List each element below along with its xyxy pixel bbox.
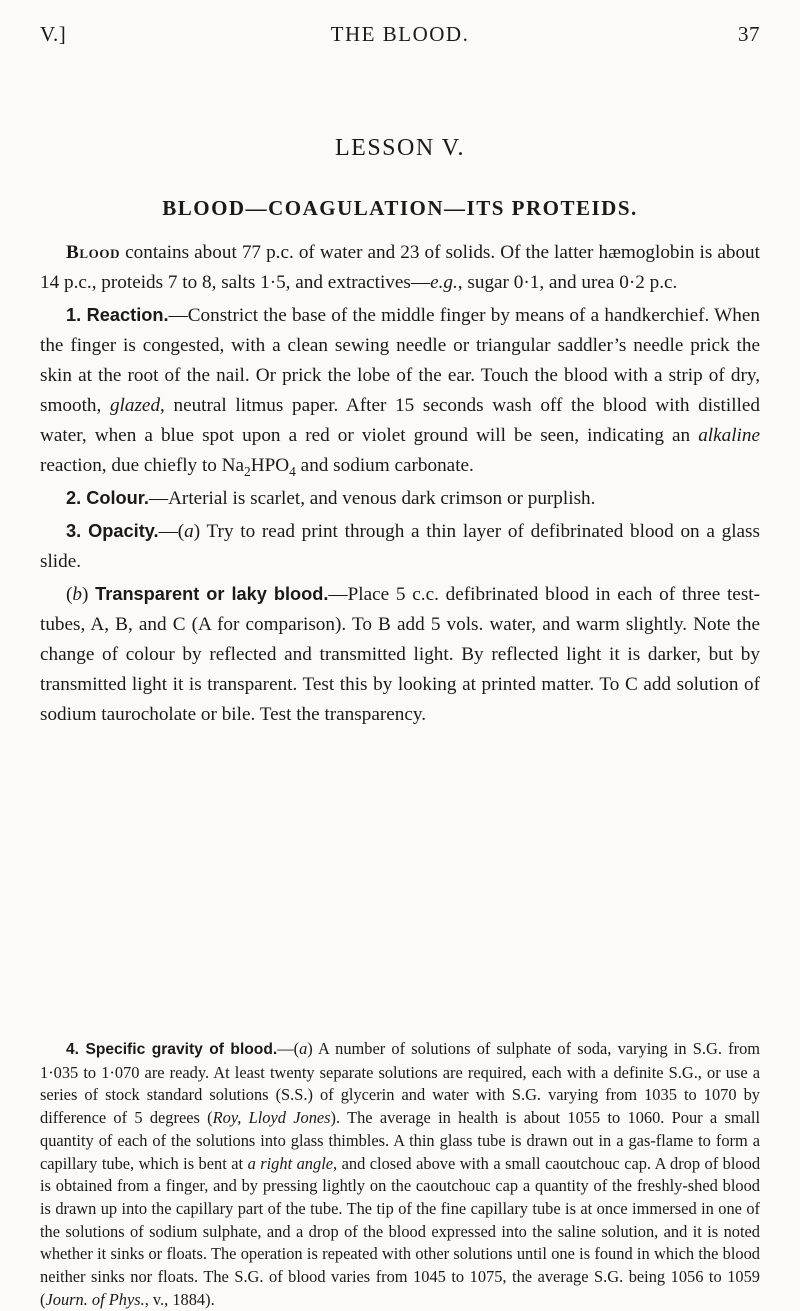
intro-lead-word: Blood: [66, 242, 121, 263]
chapter-heading: BLOOD—COAGULATION—ITS PROTEIDS.: [162, 196, 638, 220]
reaction-number: 1.: [66, 305, 87, 325]
section-marker: V.]: [40, 22, 67, 46]
reaction-paragraph: 1. Reaction.—Constrict the base of the middle finger by means of a handkerchief. When the finger is congested, with a clean sewing needle or triangular saddler’s needle prick the skin at the root of the nail. Or prick the lobe of the ear. Touch the blood with a strip of dry, smooth, glazed, neutral litmus paper. After 15 seconds wash off the blood with distilled water, when a blue spot upon a red or violet ground will be seen, indicating an alkaline reaction, due chiefly to $Na_2HPO_4$ and sodium carbonate.: [40, 305, 760, 479]
colour-heading: Colour.: [86, 488, 149, 508]
opacity-paragraph: 3. Opacity.—(a) Try to read print through a thin layer of defibrinated blood on a glass slide.: [40, 521, 760, 572]
reference-journ-of-phys: Journ. of Phys.: [45, 1289, 145, 1309]
running-header: [40, 22, 760, 56]
running-title: THE BLOOD.: [330, 22, 470, 46]
main-text: [40, 238, 760, 730]
colour-number: 2.: [66, 488, 87, 508]
opacity-number: 3.: [66, 521, 89, 541]
reference-roy-lloyd-jones: Roy, Lloyd Jones: [212, 1108, 331, 1128]
opacity-heading: Opacity.: [88, 521, 159, 541]
colour-paragraph: 2. Colour.—Arterial is scarlet, and venous dark crimson or purplish.: [66, 488, 596, 509]
specific-gravity-paragraph: 4. Specific gravity of blood.—(a) A number of solutions of sulphate of soda, varying in S.G. from 1·035 to 1·070 are ready. At least twenty separate solutions are required, each with a definite S.G., or use a series of stock standard solutions (S.S.) of glycerin and water with S.G. varying from 1035 to 1070 by difference of 5 degrees (Roy, Lloyd Jones). The average in health is about 1055 to 1060. Pour a small quantity of each of the solutions into glass thimbles. A thin glass tube is drawn out in a gas-flame to form a capillary tube, which is bent at a right angle, and closed above with a small caoutchouc cap. A drop of blood is obtained from a finger, and by pressing lightly on the caoutchouc cap a quantity of the freshly-shed blood is drawn up into the capillary part of the tube. The tip of the fine capillary tube is at once immersed in one of the solutions of sodium sulphate, and a drop of the blood expressed into the saline solution, and it is noted whether it sinks or floats. The operation is repeated with other solutions until one is found in which the blood neither sinks nor floats. The S.G. of blood varies from 1045 to 1075, the average S.G. being 1056 to 1059 (Journ. of Phys., v., 1884).: [40, 1039, 761, 1309]
reaction-heading: Reaction.: [86, 305, 169, 325]
page-number: 37: [738, 22, 760, 46]
specific-gravity-section: [40, 1038, 760, 1311]
transparent-paragraph: (b) Transparent or laky blood.—Place 5 c.c. defibrinated blood in each of three test-tubes, A, B, and C (A for comparison). To B add 5 vols. water, and warm slightly. Note the change of colour by reflected and transmitted light. By reflected light it is darker, but by transmitted light it is transparent. Test this by looking at printed matter. To C add solution of sodium taurocholate or bile. Test the transparency.: [40, 584, 761, 725]
transparent-heading: Transparent or laky blood.: [95, 584, 329, 604]
specific-gravity-number: 4.: [66, 1041, 86, 1058]
intro-paragraph: Blood contains about 77 p.c. of water and 23 of solids. Of the latter hæmoglobin is about 14 p.c., proteids 7 to 8, salts 1·5, and extractives—e.g., sugar 0·1, and urea 0·2 p.c.: [40, 242, 760, 293]
specific-gravity-heading: Specific gravity of blood.: [85, 1041, 278, 1058]
lesson-title: LESSON V.: [335, 135, 465, 161]
